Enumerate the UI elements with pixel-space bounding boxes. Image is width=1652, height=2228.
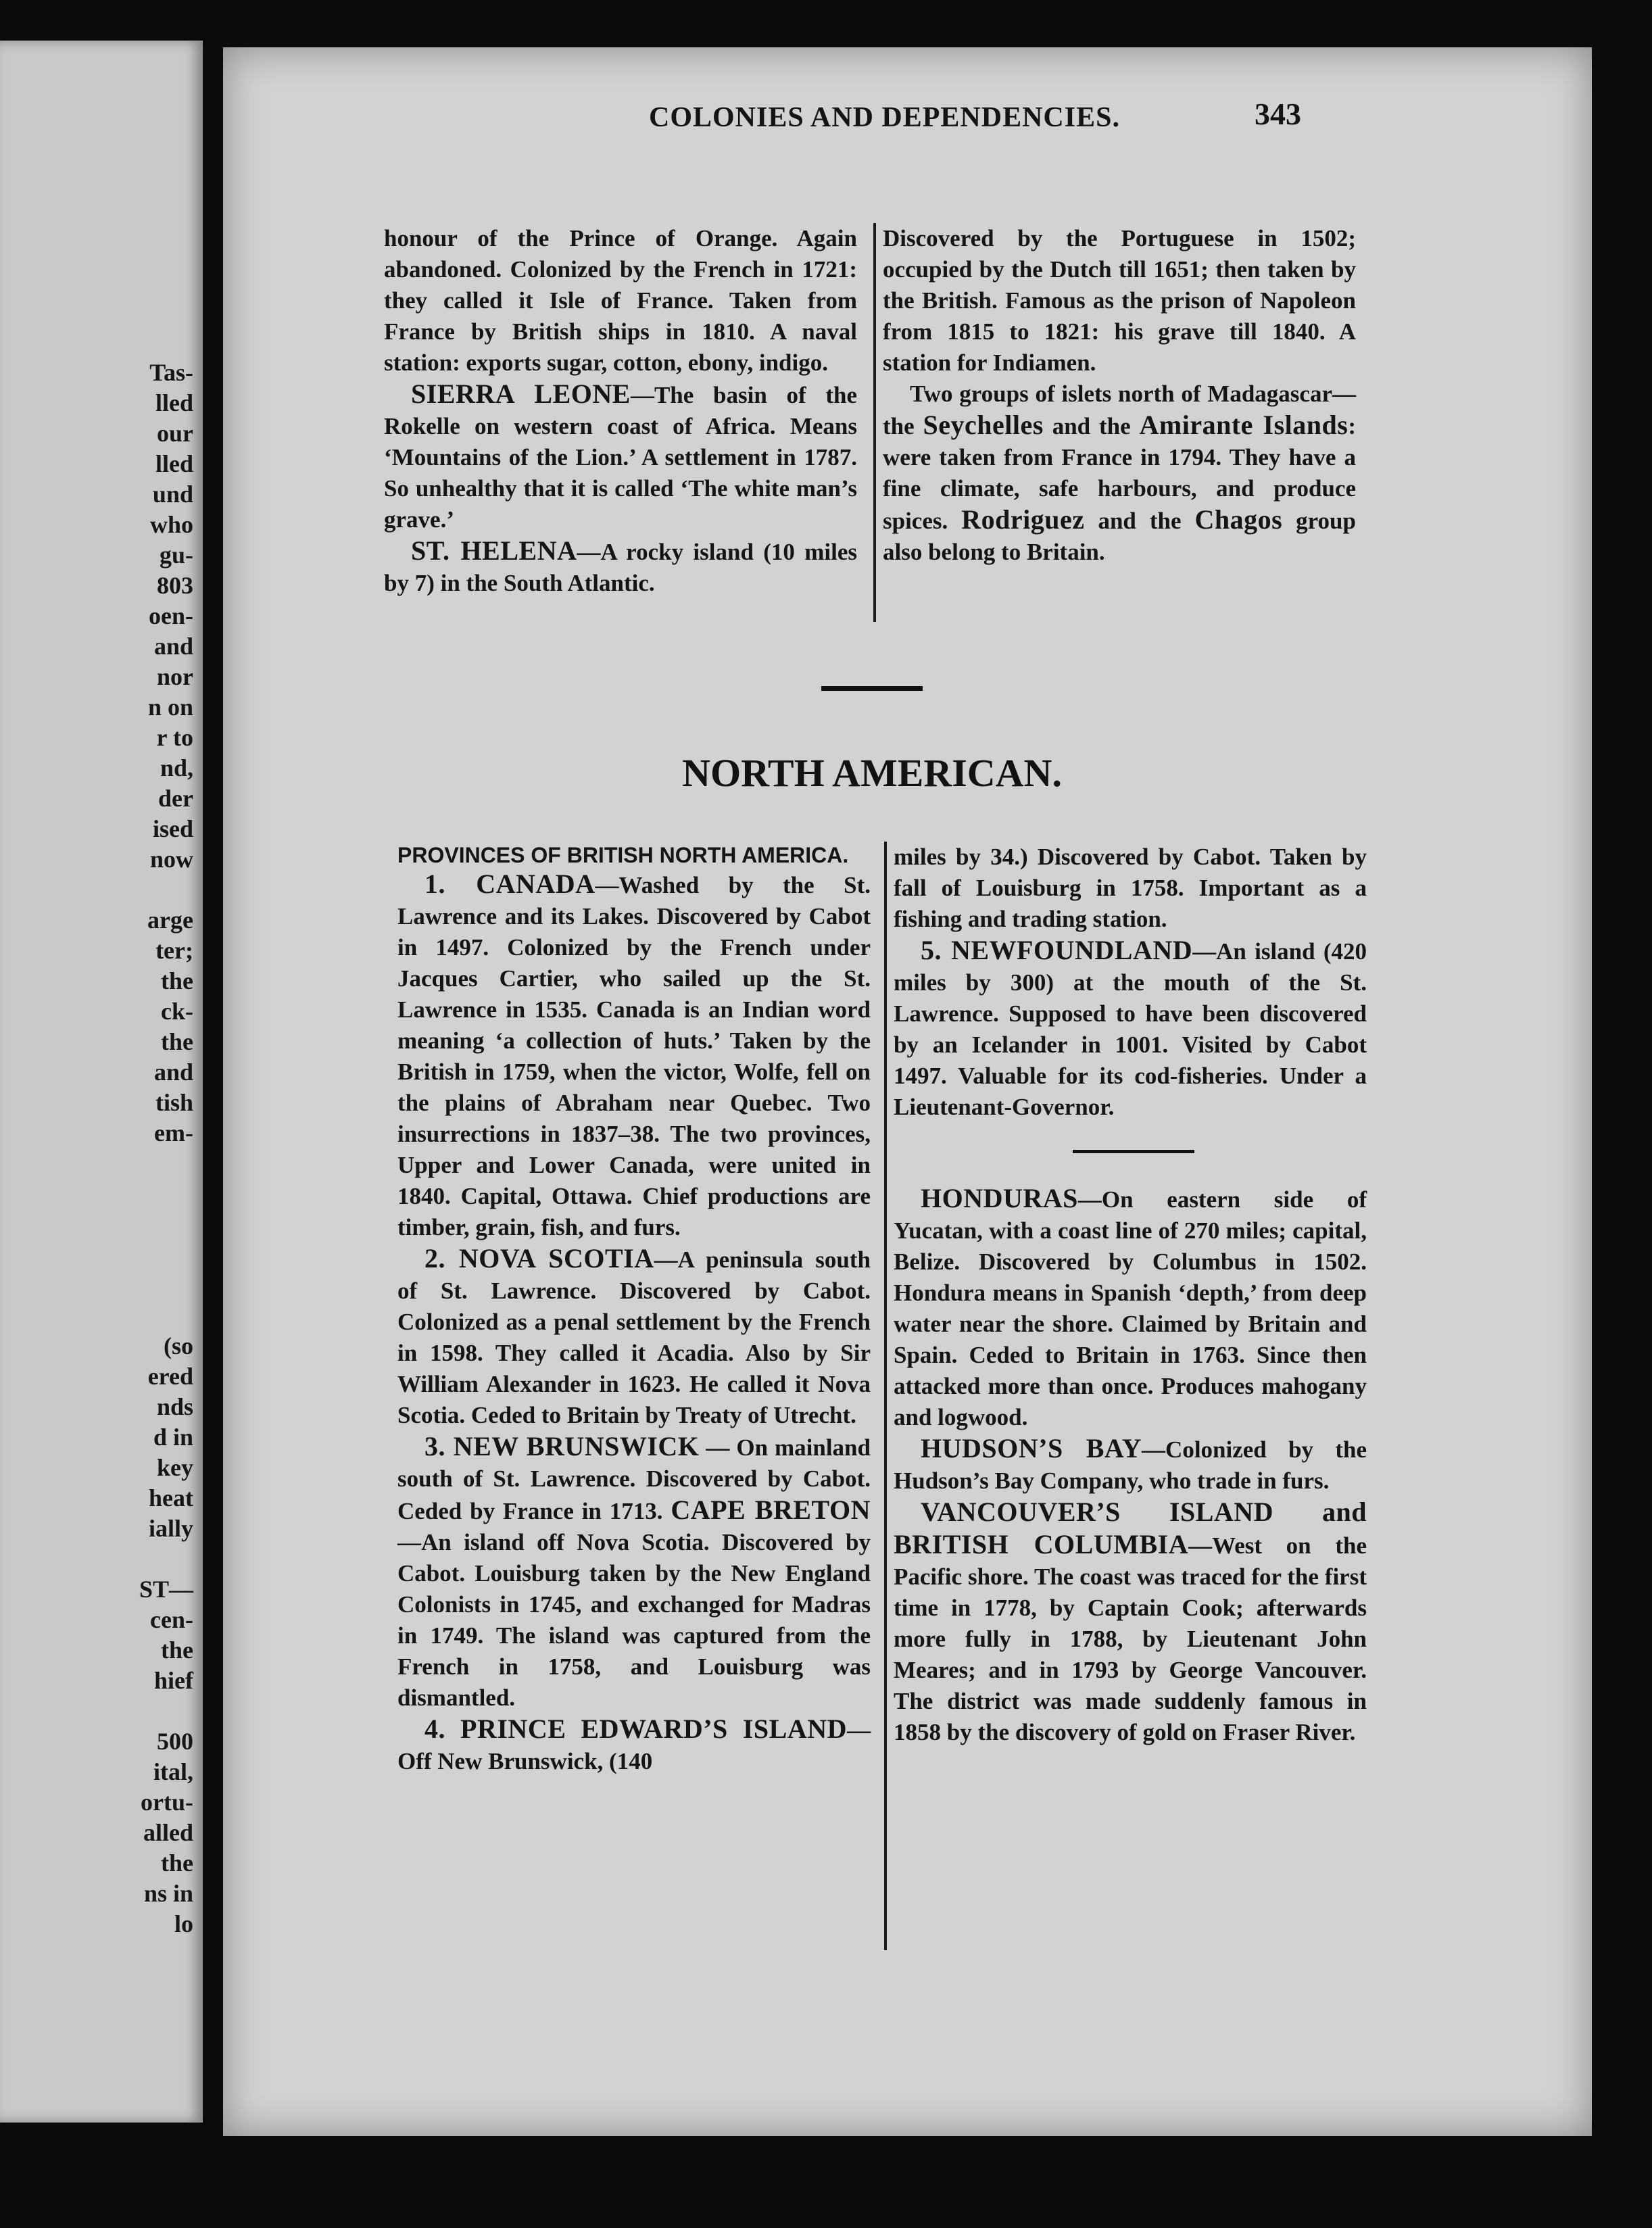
entry-heading: CAPE BRETON (671, 1495, 871, 1525)
top-column-divider (873, 223, 876, 622)
entry-prince-edward-island: 4. PRINCE EDWARD’S ISLAND—Off New Brunswick, (140 (397, 1714, 871, 1774)
left-page-fragment: key (157, 1454, 193, 1481)
top-left-column (384, 223, 857, 599)
left-page-fragment: r to (156, 724, 193, 751)
left-page-fragment: Tas- (149, 359, 193, 386)
left-page-fragment: nd, (160, 754, 193, 781)
top-right-column (883, 223, 1356, 568)
entry-vancouver: VANCOUVER’S ISLAND and BRITISH COLUMBIA—West on the Pacific shore. The coast was traced for the first time in 1778, by Captain Cook; afterwards more fully in 1788, by Lieutenant John Meares; and in 1793 by George Vancouver. The district was made suddenly famous in 1858 by the discovery of gold on Fraser River. (894, 1497, 1367, 1745)
left-page-fragment: tish (155, 1089, 193, 1116)
left-page-fragment: 500 (157, 1728, 193, 1755)
left-page-fragment: hief (154, 1667, 193, 1694)
left-page-fragment: now (149, 846, 193, 873)
left-page-fragment: the (161, 967, 193, 994)
left-page-fragment: n on (147, 694, 193, 721)
left-page-fragment: em- (154, 1119, 193, 1146)
left-page-fragment: who (149, 511, 193, 538)
entry-hudsons-bay: HUDSON’S BAY—Colonized by the Hudson’s Bay Company, who trade in furs. (894, 1433, 1367, 1494)
running-head (379, 97, 1365, 149)
entry-newfoundland: 5. NEWFOUNDLAND—An island (420 miles by 300) at the mouth of the St. Lawrence. Supposed to have been discovered by an Icelander in 1001. Visited by Cabot 1497. Valuable for its cod-fisheries. Under a Lieutenant-Governor. (894, 935, 1367, 1120)
entry-heading: 2. NOVA SCOTIA (424, 1243, 654, 1274)
left-page-fragment: ortu- (141, 1789, 193, 1816)
left-page-fragment: (so (164, 1332, 193, 1359)
entry-rule (1073, 1150, 1194, 1153)
entry-heading: 4. PRINCE EDWARD’S ISLAND (424, 1714, 847, 1744)
left-page-fragment: ns in (143, 1880, 193, 1907)
left-page-fragment: heat (149, 1484, 193, 1511)
entry-heading: VANCOUVER’S ISLAND and BRITISH COLUMBIA (894, 1497, 1367, 1559)
entry-heading: 3. NEW BRUNSWICK (424, 1431, 700, 1461)
page-number: 343 (1255, 97, 1301, 131)
left-page-fragment: arge (147, 906, 193, 934)
bottom-left-column (397, 842, 871, 1777)
entry-heading: ST. HELENA (411, 535, 577, 566)
left-page-fragment: ST— (139, 1576, 193, 1603)
entry-heading: 5. NEWFOUNDLAND (921, 935, 1193, 965)
left-page-fragment: ck- (161, 998, 193, 1025)
left-page-fragment: ter; (155, 937, 193, 964)
left-page-fragment: the (161, 1028, 193, 1055)
paragraph-st-helena-cont: Discovered by the Portuguese in 1502; occupied by the Dutch till 1651; then taken by the British. Famous as the prison of Napoleon from 1815 to 1821: his grave till 1840. A station for Indiamen. (883, 225, 1356, 376)
left-page-fragment: gu- (159, 541, 193, 568)
left-page-fragment: und (152, 481, 193, 508)
left-page-fragment: lo (174, 1910, 193, 1937)
entry-heading: HONDURAS (921, 1183, 1078, 1213)
left-page-fragment: and (153, 1059, 193, 1086)
section-title: NORTH AMERICAN. (682, 751, 1062, 795)
entry-canada: 1. CANADA—Washed by the St. Lawrence and its Lakes. Discovered by Cabot in 1497. Colonized by the French under Jacques Cartier, who sailed up the St. Lawrence in 1535. Canada is an Indian word meaning ‘a collection of huts.’ Taken by the British in 1759, when the victor, Wolfe, fell on the plains of Abraham near Quebec. Two insurrections in 1837–38. The two provinces, Upper and Lower Canada, were united in 1840. Capital, Ottawa. Chief productions are timber, grain, fish, and furs. (397, 869, 871, 1240)
left-page-fragment: the (161, 1849, 193, 1876)
entry-heading: HUDSON’S BAY (921, 1433, 1142, 1463)
entry-seychelles: Two groups of islets north of Madagascar—the Seychelles and the Amirante Islands: were taken from France in 1794. They have a fine climate, safe harbours, and produce spices. Rodriguez and the Chagos group also belong to Britain. (883, 381, 1357, 565)
bottom-right-column (894, 842, 1367, 1748)
left-page-fragment: cen- (150, 1606, 193, 1633)
left-page-fragment: and (153, 633, 193, 660)
left-page-fragment: ital, (153, 1758, 193, 1785)
left-page-fragment: the (161, 1637, 193, 1664)
entry-heading: 1. CANADA (424, 869, 596, 899)
left-page-fragment: ially (148, 1515, 193, 1542)
entry-heading: SIERRA LEONE (411, 379, 631, 409)
entry-honduras: HONDURAS—On eastern side of Yucatan, with a coast line of 270 miles; capital, Belize. Discovered by Columbus in 1502. Hondura means in Spanish ‘depth,’ from deep water near the shore. Claimed by Britain and Spain. Ceded to Britain in 1763. Since then attacked more than once. Produces mahogany and logwood. (894, 1183, 1367, 1430)
left-page-fragment: ised (152, 815, 193, 842)
running-head-title: COLONIES AND DEPENDENCIES. (649, 102, 1120, 133)
left-page-fragment: nor (157, 663, 193, 690)
paragraph-mauritius-cont: honour of the Prince of Orange. Again abandoned. Colonized by the French in 1721: they called it Isle of France. Taken from France by British ships in 1810. A naval station: exports sugar, cotton, ebony, indigo. (384, 225, 857, 376)
section-rule (821, 686, 923, 691)
subheading-provinces: PROVINCES OF BRITISH NORTH AMERICA. (397, 843, 849, 867)
left-page-fragment: ered (147, 1363, 193, 1390)
left-page-fragment: alled (143, 1819, 193, 1846)
left-page-fragment: lled (155, 389, 193, 416)
left-page-fragment: der (158, 785, 193, 812)
entry-new-brunswick: 3. NEW BRUNSWICK — On mainland south of St. Lawrence. Discovered by Cabot. Ceded by France in 1713. CAPE BRETON—An island off Nova Scotia. Discovered by Cabot. Louisburg taken by the New England Colonists in 1745, and exchanged for Madras in 1749. The island was captured from the French in 1758, and Louisburg was dismantled. (397, 1431, 871, 1711)
left-page-fragment: oen- (149, 602, 193, 629)
left-page-fragment: our (157, 420, 193, 447)
entry-nova-scotia: 2. NOVA SCOTIA—A peninsula south of St. Lawrence. Discovered by Cabot. Colonized as a penal settlement by the French in 1598. They called it Acadia. Also by Sir William Alexander in 1623. He called it Nova Scotia. Ceded to Britain by Treaty of Utrecht. (397, 1243, 871, 1428)
bottom-column-divider (884, 842, 887, 1950)
entry-sierra-leone: SIERRA LEONE—The basin of the Rokelle on western coast of Africa. Means ‘Mountains of the Lion.’ A settlement in 1787. So unhealthy that it is called ‘The white man’s grave.’ (384, 379, 858, 533)
entry-pei-cont: miles by 34.) Discovered by Cabot. Taken by fall of Louisburg in 1758. Important as a fishing and trading station. (894, 844, 1367, 932)
left-page-sliver (0, 41, 203, 2123)
left-page-fragment: lled (155, 450, 193, 477)
left-page-fragment: nds (156, 1393, 193, 1420)
left-page-fragment: d in (153, 1424, 193, 1451)
left-page-fragment: 803 (157, 572, 193, 599)
entry-st-helena: ST. HELENA—A rocky island (10 miles by 7) in the South Atlantic. (384, 535, 857, 596)
